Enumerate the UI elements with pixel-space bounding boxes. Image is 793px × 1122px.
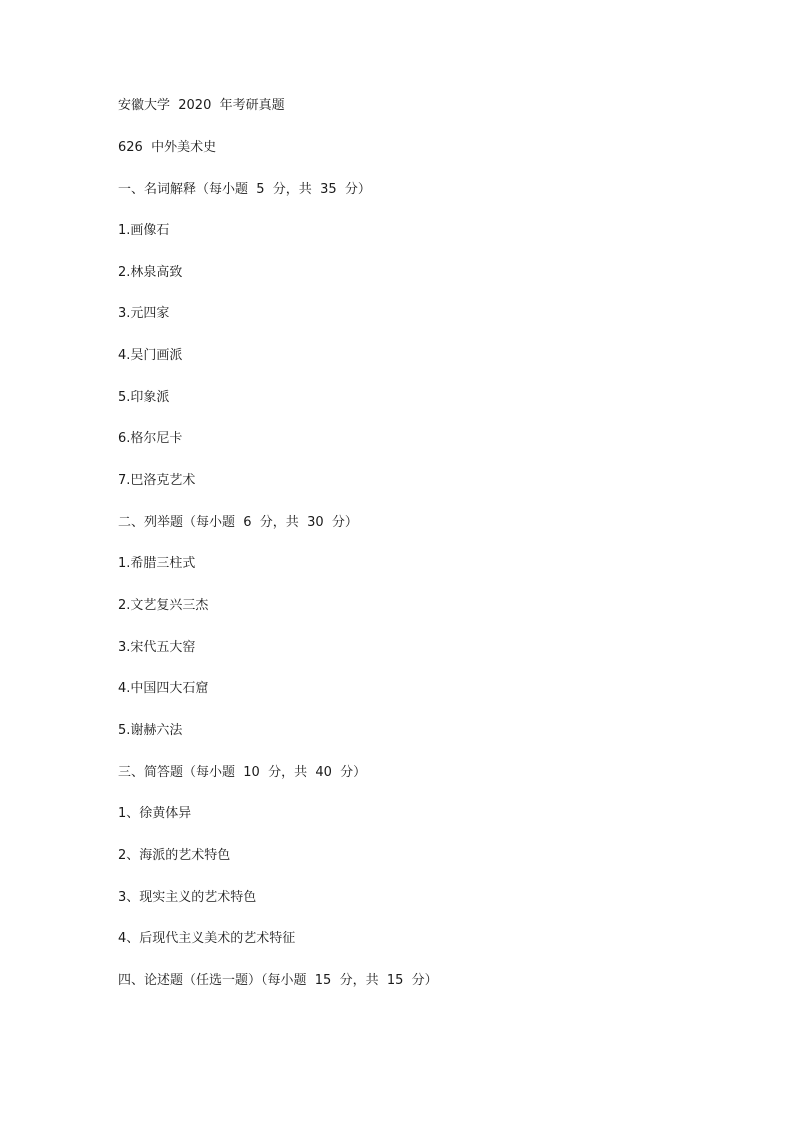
question-item: 1.希腊三柱式	[118, 556, 196, 571]
question-item: 1、徐黄体异	[118, 806, 192, 821]
question-item: 3.元四家	[118, 306, 170, 321]
question-item: 6.格尔尼卡	[118, 431, 183, 446]
question-item: 5.印象派	[118, 390, 170, 405]
question-item: 1.画像石	[118, 223, 170, 238]
question-item: 3.宋代五大窑	[118, 640, 196, 655]
question-item: 2、海派的艺术特色	[118, 848, 231, 863]
question-item: 2.文艺复兴三杰	[118, 598, 209, 613]
section-heading: 二、列举题（每小题 6 分，共 30 分）	[118, 515, 358, 530]
section-heading: 三、简答题（每小题 10 分，共 40 分）	[118, 765, 367, 780]
question-item: 5.谢赫六法	[118, 723, 183, 738]
document-subject: 626 中外美术史	[118, 140, 217, 155]
question-item: 4、后现代主义美术的艺术特征	[118, 931, 296, 946]
question-item: 2.林泉高致	[118, 265, 183, 280]
question-item: 3、现实主义的艺术特色	[118, 890, 257, 905]
document-title: 安徽大学 2020 年考研真题	[118, 98, 285, 113]
question-item: 4.吴门画派	[118, 348, 183, 363]
section-heading: 一、名词解释（每小题 5 分，共 35 分）	[118, 182, 371, 197]
section-heading: 四、论述题（任选一题）（每小题 15 分，共 15 分）	[118, 973, 438, 988]
question-item: 7.巴洛克艺术	[118, 473, 196, 488]
question-item: 4.中国四大石窟	[118, 681, 209, 696]
